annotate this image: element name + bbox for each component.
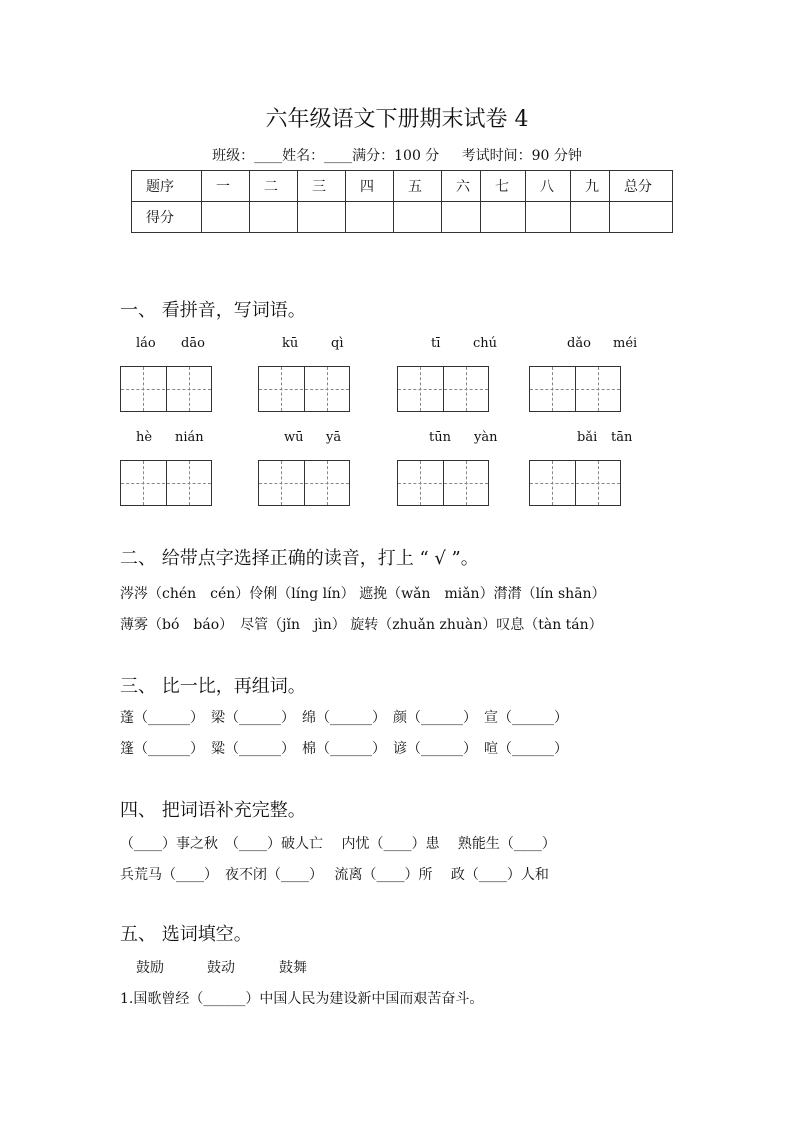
pinyin-syllable: dǎo: [567, 336, 591, 351]
score-header-cell: 三: [298, 171, 346, 202]
idiom-line: （____）事之秋 （____）破人亡 内忧（____）患 熟能生（____）: [120, 836, 556, 852]
section-1-title: 一、 看拼音，写词语。: [120, 300, 306, 321]
word-choice: 鼓动: [207, 960, 235, 976]
pinyin-syllable: tān: [611, 430, 633, 445]
score-header-cell: 八: [526, 171, 571, 202]
writing-grid[interactable]: [529, 460, 621, 506]
section-2-title: 二、 给带点字选择正确的读音，打上 “ √ ”。: [120, 548, 479, 569]
score-header-cell: 九: [571, 171, 610, 202]
compare-words-line: 蓬（______） 梁（______） 绵（______） 颜（______） 宣（______）: [120, 710, 568, 726]
name-blank[interactable]: ____: [324, 148, 353, 164]
writing-grid[interactable]: [258, 460, 350, 506]
score-header-row: [132, 171, 673, 202]
score-cell[interactable]: [346, 202, 394, 233]
score-cell[interactable]: [442, 202, 481, 233]
pinyin-syllable: tūn: [429, 430, 451, 445]
section-4-title: 四、 把词语补充完整。: [120, 800, 306, 821]
pinyin-syllable: chú: [473, 336, 498, 351]
exam-time: 考试时间：90 分钟: [461, 148, 582, 164]
class-blank[interactable]: ____: [254, 148, 283, 164]
score-row-label: 得分: [132, 202, 202, 233]
pronunciation-line: 薄雾（bó báo） 尽管（jǐn jìn） 旋转（zhuǎn zhuàn）叹息（tàn tán）: [120, 617, 603, 633]
pinyin-syllable: wū: [284, 430, 304, 445]
score-header-cell: 题序: [132, 171, 202, 202]
idiom-line: 兵荒马（____） 夜不闭（____） 流离（____）所 政（____）人和: [120, 867, 549, 883]
pinyin-syllable: qì: [331, 336, 344, 351]
pinyin-syllable: láo: [136, 336, 156, 351]
score-cell[interactable]: [610, 202, 673, 233]
writing-grid[interactable]: [397, 460, 489, 506]
word-choice: 鼓励: [136, 960, 164, 976]
fill-question: 1.国歌曾经（______）中国人民为建设新中国而艰苦奋斗。: [120, 991, 484, 1007]
name-label: 姓名：: [282, 148, 325, 164]
pronunciation-line: 涔涔（chén cén）伶俐（líng lín） 遮挽（wǎn miǎn）潸潸（lín shān）: [120, 586, 606, 602]
score-value-row: [132, 202, 673, 233]
score-header-cell: 四: [346, 171, 394, 202]
score-cell[interactable]: [394, 202, 442, 233]
score-header-cell: 总分: [610, 171, 673, 202]
score-header-cell: 七: [481, 171, 526, 202]
writing-grid[interactable]: [120, 460, 212, 506]
score-header-cell: 二: [250, 171, 298, 202]
full-score: 满分：100 分: [352, 148, 440, 164]
score-cell[interactable]: [298, 202, 346, 233]
class-label: 班级：: [212, 148, 255, 164]
compare-words-line: 篷（______） 粱（______） 棉（______） 谚（______） 喧（______）: [120, 741, 568, 757]
pinyin-syllable: hè: [136, 430, 153, 445]
writing-grid[interactable]: [397, 366, 489, 412]
writing-grid[interactable]: [529, 366, 621, 412]
score-header-cell: 一: [202, 171, 250, 202]
score-cell[interactable]: [202, 202, 250, 233]
exam-info: [0, 145, 794, 165]
pinyin-syllable: tī: [431, 336, 441, 351]
pinyin-syllable: dāo: [181, 336, 205, 351]
score-header-cell: 六: [442, 171, 481, 202]
section-3-title: 三、 比一比，再组词。: [120, 676, 306, 697]
pinyin-syllable: yàn: [474, 430, 498, 445]
pinyin-syllable: kū: [282, 336, 299, 351]
section-5-title: 五、 选词填空。: [120, 924, 252, 945]
score-cell[interactable]: [571, 202, 610, 233]
score-cell[interactable]: [526, 202, 571, 233]
pinyin-syllable: yā: [326, 430, 342, 445]
pinyin-syllable: méi: [613, 336, 638, 351]
page-title: 六年级语文下册期末试卷 4: [265, 107, 529, 132]
score-table: [131, 170, 673, 233]
score-header-cell: 五: [394, 171, 442, 202]
score-cell[interactable]: [481, 202, 526, 233]
writing-grid[interactable]: [120, 366, 212, 412]
writing-grid[interactable]: [258, 366, 350, 412]
score-cell[interactable]: [250, 202, 298, 233]
word-choice: 鼓舞: [279, 960, 307, 976]
pinyin-syllable: bǎi: [577, 430, 598, 445]
pinyin-syllable: nián: [175, 430, 204, 445]
